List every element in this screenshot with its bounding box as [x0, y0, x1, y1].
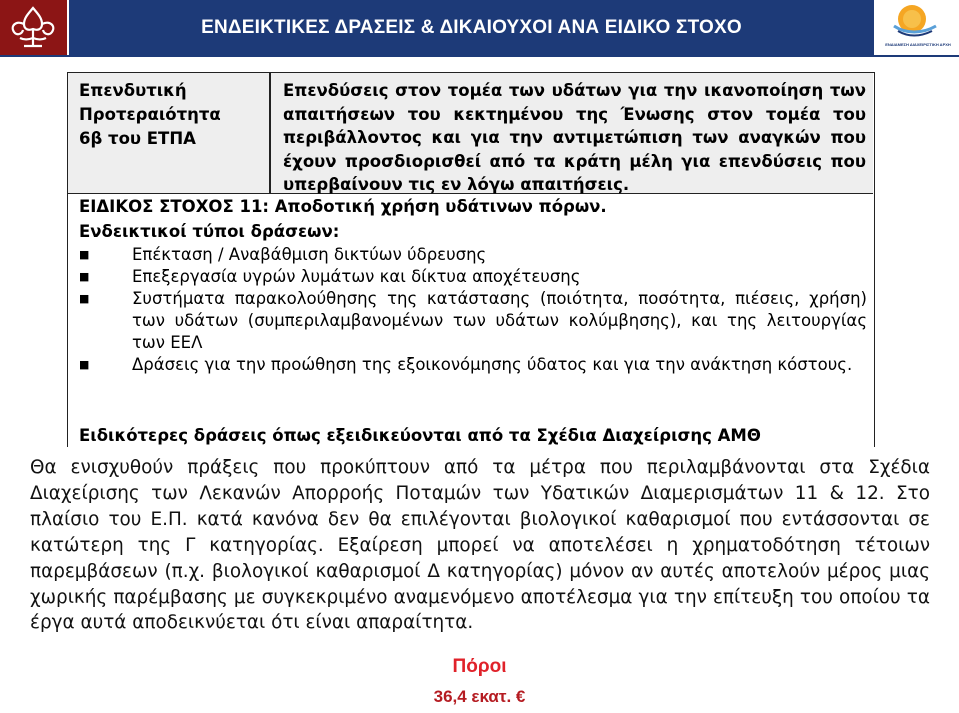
list-item: [79, 288, 867, 354]
bullet-icon: ■: [79, 270, 90, 283]
bullet-icon: ■: [79, 292, 90, 305]
action-text: Συστήματα παρακολούθησης της κατάστασης (ποιότητα, ποσότητα, πιέσεις, χρήση) των υδάτων (συμπεριλαμβανομένων των υδάτων κολύμβησης), και της λειτουργίας των ΕΕΛ: [132, 289, 867, 352]
specific-actions-heading: Ειδικότερες δράσεις όπως εξειδικεύονται από τα Σχέδια Διαχείρισης ΑΜΘ: [79, 426, 761, 445]
priority-label-line: 6β του ΕΤΠΑ: [79, 129, 196, 148]
column-divider: [269, 73, 271, 193]
funds-value: 36,4 εκατ. €: [433, 687, 526, 706]
list-item: [79, 244, 867, 266]
left-logo: [0, 0, 67, 55]
funds-label: Πόροι: [452, 656, 507, 677]
bullet-icon: ■: [79, 248, 90, 261]
ornament-logo-icon: [0, 0, 67, 55]
header-divider: [0, 55, 959, 57]
page-title: ΕΝΔΕΙΚΤΙΚΕΣ ΔΡΑΣΕΙΣ & ΔΙΚΑΙΟΥΧΟΙ ΑΝΑ ΕΙΔΙΚΟ ΣΤΟΧΟ: [69, 0, 874, 55]
priority-label: [79, 79, 269, 151]
bullet-icon: ■: [79, 358, 90, 371]
priority-description: Επενδύσεις στον τομέα των υδάτων για την ικανοποίηση των απαιτήσεων του κεκτημένου της Ένωσης στον τομέα του περιβάλλοντος και για την αντιμετώπιση των αναγκών που έχουν προσδιορισθεί από τα κράτη μέλη για επενδύσεις που υπερβαίνουν τις εν λόγω απαιτήσεις.: [283, 81, 866, 194]
sun-logo-icon: [876, 0, 959, 42]
action-text: Δράσεις για την προώθηση της εξοικονόμησης ύδατος και για την ανάκτηση κόστους.: [132, 355, 853, 374]
priority-row: [68, 73, 873, 194]
list-item: [79, 266, 867, 288]
right-logo-caption: ΕΝΔΙΑΜΕΣΗ ΔΙΑΧΕΙΡΙΣΤΙΚΗ ΑΡΧΗ: [885, 42, 951, 47]
header: [0, 0, 959, 57]
action-text: Επεξεργασία υγρών λυμάτων και δίκτυα αποχέτευσης: [132, 267, 581, 286]
actions-heading: Ενδεικτικοί τύποι δράσεων:: [79, 222, 340, 241]
priority-label-line: Επενδυτική: [79, 81, 187, 100]
objective-title: ΕΙΔΙΚΟΣ ΣΤΟΧΟΣ 11: Αποδοτική χρήση υδάτινων πόρων.: [79, 197, 607, 216]
actions-list: [79, 244, 867, 376]
action-text: Επέκταση / Αναβάθμιση δικτύων ύδρευσης: [132, 245, 487, 264]
right-logo: [876, 0, 959, 55]
priority-label-line: Προτεραιότητα: [79, 105, 221, 124]
list-item: [79, 354, 867, 376]
body-paragraph: Θα ενισχυθούν πράξεις που προκύπτουν από τα μέτρα που περιλαμβάνονται στα Σχέδια Διαχείρισης των Λεκανών Απορροής Ποταμών των Υδατικών Διαμερισμάτων 11 & 12. Στο πλαίσιο του Ε.Π. κατά κανόνα δεν θα επιλέγονται βιολογικοί καθαρισμοί που εντάσσονται σε κατώτερη της Γ κατηγορίας. Εξαίρεση μπορεί να αποτελέσει η χρηματοδότηση τέτοιων παρεμβάσεων (π.χ. βιολογικοί καθαρισμοί Δ κατηγορίας) μόνον αν αυτές αποτελούν μέρος μιας χωρικής παρέμβασης με συγκεκριμένο αναμενόμενο αποτέλεσμα για την επίτευξη του οποίου τα έργα αυτά αποδεικνύεται ότι είναι απαραίτητα.: [30, 457, 930, 634]
priority-table: [67, 72, 875, 447]
